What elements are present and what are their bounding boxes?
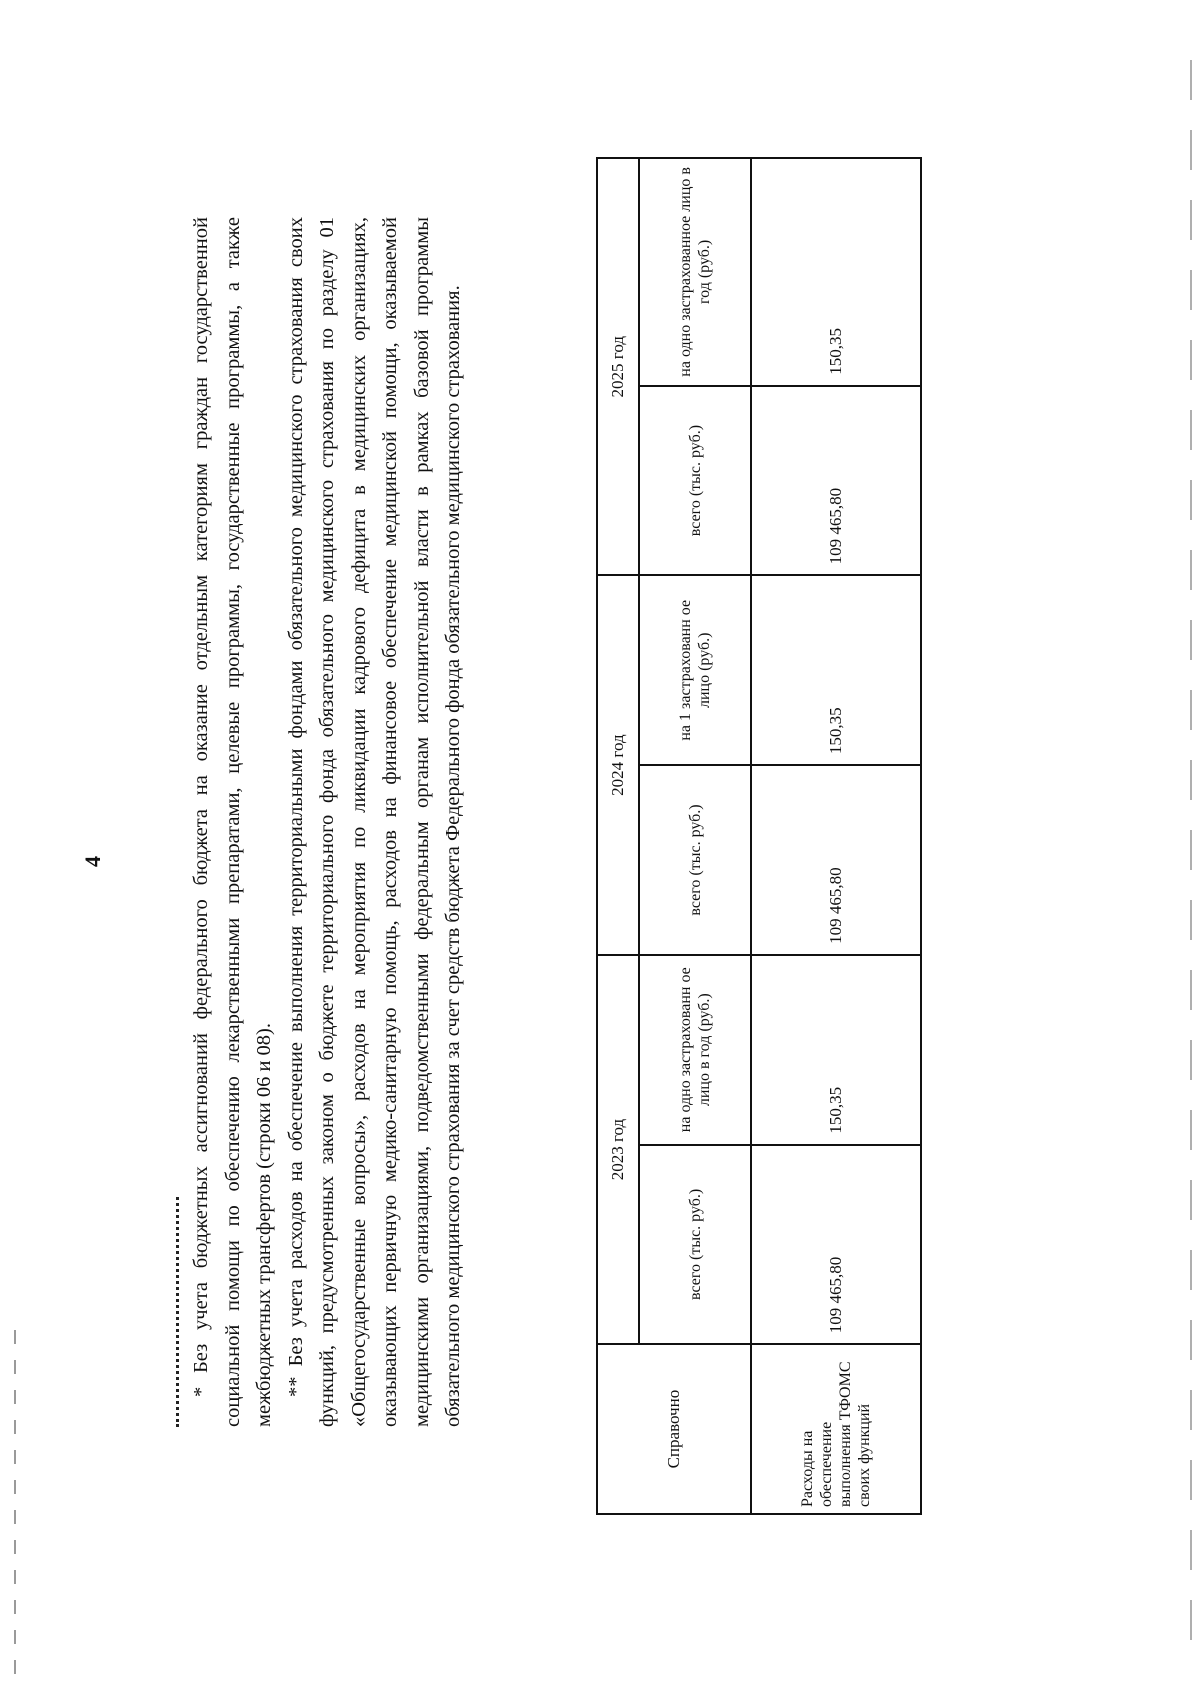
footnote-2: ** Без учета расходов на обеспечение выполнения территориальными фондами обязательного медицинского страхования своих функций, предусмотренных законом о бюджете территориального фонда обязательного медицинского страхования по разделу 01 «Общегосударственные вопросы», расходов на мероприятия по ликвидации кадрового дефицита в медицинских организациях, оказывающих первичную медико-санитарную помощь, расходов на финансовое обеспечение медицинской помощи, оказываемой медицинскими организациями, подведомственными федеральным органам исполнительной власти в рамках базовой программы обязательного медицинского страхования за счет средств бюджета Федерального фонда обязательного медицинского страхования. [284,217,464,1427]
row-label: Расходы на обеспечение выполнения ТФОМС своих функций [751,1344,921,1514]
page-number: 4 [80,856,105,867]
subheader-2023-per-person: на одно застрахованн ое лицо в год (руб.) [639,955,751,1145]
cell-2023-total: 109 465,80 [751,1145,921,1345]
cell-2024-total: 109 465,80 [751,765,921,955]
cell-2024-per-person: 150,35 [751,575,921,765]
subheader-2025-per-person: на одно застрахованное лицо в год (руб.) [639,158,751,386]
year-header-2024: 2024 год [597,575,639,954]
subheader-2025-total: всего (тыс. руб.) [639,386,751,576]
year-header-2023: 2023 год [597,955,639,1344]
subheader-2023-total: всего (тыс. руб.) [639,1145,751,1345]
cell-2025-total: 109 465,80 [751,386,921,576]
footnotes [186,217,470,1427]
year-header-2025: 2025 год [597,158,639,575]
footnote-separator [176,1197,179,1427]
subheader-2024-total: всего (тыс. руб.) [639,765,751,955]
reference-table [596,157,922,1515]
cell-2025-per-person: 150,35 [751,158,921,386]
cell-2023-per-person: 150,35 [751,955,921,1145]
table-row [751,158,921,1514]
footnote-1: * Без учета бюджетных ассигнований федерального бюджета на оказание отдельным категориям граждан государственной социальной помощи по обеспечению лекарственными препаратами, целевые программы, государственные программы, а также межбюджетных трансфертов (строки 06 и 08). [190,217,275,1427]
table-corner-header: Справочно [597,1344,751,1514]
subheader-2024-per-person: на 1 застрахованн ое лицо (руб.) [639,575,751,765]
